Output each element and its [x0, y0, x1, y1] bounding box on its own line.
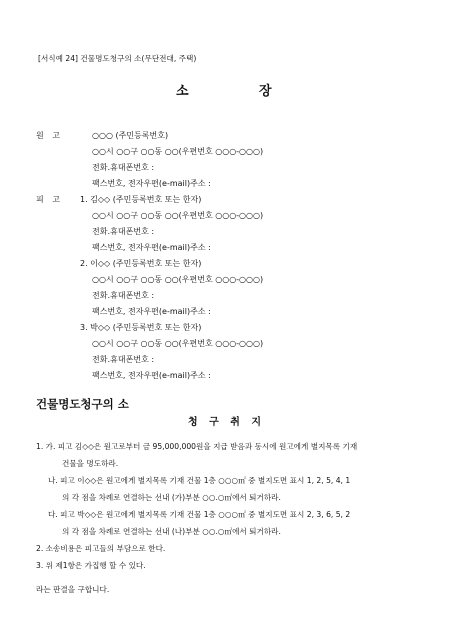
closing-text: 라는 판결을 구합니다.	[36, 585, 110, 594]
title-char-jang: 장	[259, 84, 272, 99]
defendant-2-fax-email: 팩스번호, 전자우편(e-mail)주소 :	[92, 307, 211, 316]
defendant-2-address: ○○시 ○○구 ○○동 ○○(우편번호 ○○○-○○○)	[92, 275, 264, 284]
form-label: [서식예 24] 건물명도청구의 소(무단전대, 주택)	[38, 54, 197, 63]
claim-line: 2. 소송비용은 피고들의 부담으로 한다.	[36, 544, 166, 553]
plaintiff-address: ○○시 ○○구 ○○동 ○○(우편번호 ○○○-○○○)	[92, 147, 264, 156]
defendant-2-phone: 전화․휴대폰번호 :	[92, 291, 155, 300]
claim-line: 다. 피고 박◇◇은 원고에게 별지목록 기재 건물 1층 ○○○㎡ 중 별지도면 표시 2, 3, 6, 5, 2	[48, 510, 351, 519]
plaintiff-fax-email: 팩스번호, 전자우편(e-mail)주소 :	[92, 179, 211, 188]
defendant-1-fax-email: 팩스번호, 전자우편(e-mail)주소 :	[92, 243, 211, 252]
defendant-2-name: 2. 이◇◇ (주민등록번호 또는 한자)	[80, 259, 202, 268]
claim-line: 나. 피고 이◇◇은 원고에게 별지목록 기재 건물 1층 ○○○㎡ 중 별지도면 표시 1, 2, 5, 4, 1	[48, 476, 351, 485]
defendant-3-fax-email: 팩스번호, 전자우편(e-mail)주소 :	[92, 371, 211, 380]
defendant-1-name: 1. 김◇◇ (주민등록번호 또는 한자)	[80, 195, 202, 204]
defendant-1-phone: 전화․휴대폰번호 :	[92, 227, 155, 236]
plaintiff-phone: 전화․휴대폰번호 :	[92, 163, 155, 172]
defendant-1-address: ○○시 ○○구 ○○동 ○○(우편번호 ○○○-○○○)	[92, 211, 264, 220]
title-char-so: 소	[176, 84, 189, 99]
plaintiff-name: ○○○ (주민등록번호)	[92, 131, 169, 140]
defendant-3-name: 3. 박◇◇ (주민등록번호 또는 한자)	[80, 323, 202, 332]
claim-line: 1. 가. 피고 김◇◇은 원고로부터 금 95,000,000원을 지급 받음과 동시에 원고에게 별지목록 기재	[36, 442, 358, 451]
case-name: 건물명도청구의 소	[36, 397, 129, 411]
claim-heading: 청 구 취 지	[188, 417, 266, 428]
claim-line: 3. 위 제1항은 가집행 할 수 있다.	[36, 561, 146, 570]
defendant-3-address: ○○시 ○○구 ○○동 ○○(우편번호 ○○○-○○○)	[92, 339, 264, 348]
defendant-3-phone: 전화․휴대폰번호 :	[92, 355, 155, 364]
claim-line: 의 각 점을 차례로 연결하는 선내 (나)부분 ○○.○㎡에서 퇴거하라.	[62, 527, 281, 536]
defendants-role: 피 고	[36, 195, 63, 204]
claim-line: 의 각 점을 차례로 연결하는 선내 (가)부분 ○○.○㎡에서 퇴거하라.	[62, 493, 281, 502]
plaintiff-role: 원 고	[36, 131, 63, 140]
claim-line: 건물을 명도하라.	[62, 459, 119, 468]
